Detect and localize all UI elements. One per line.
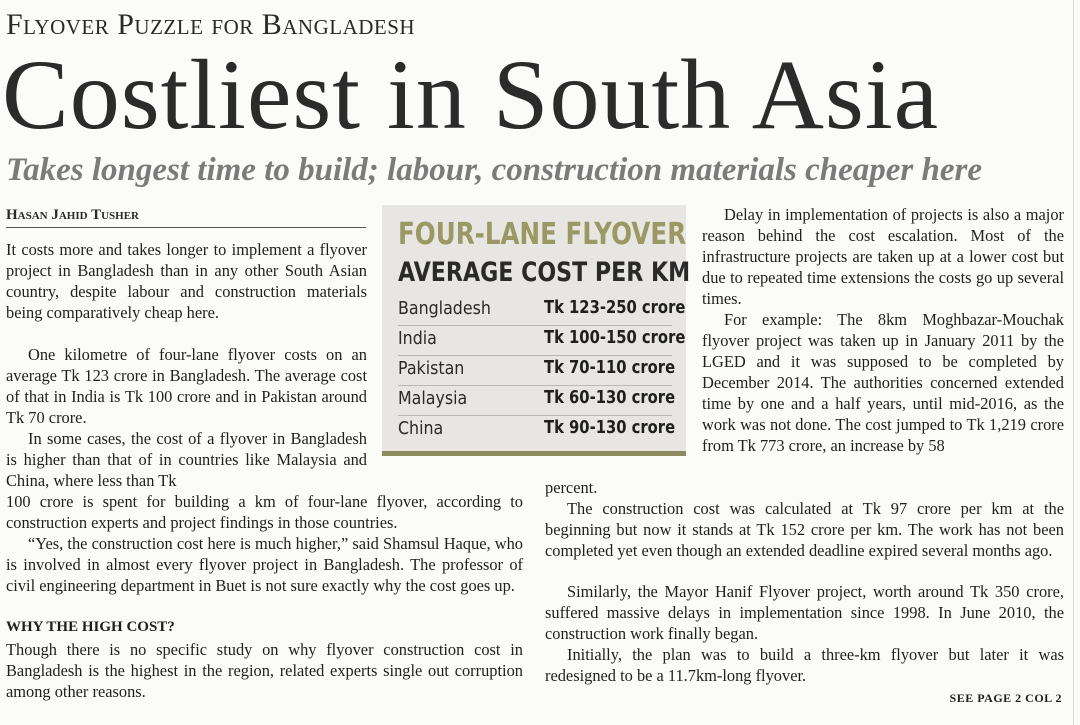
box-row [398,385,676,416]
right-para-2-continued: percent. [545,478,598,497]
right-para-3: The construction cost was calculated at Tk 97 crore per km at the beginning but now it stands at Tk 152 crore per km. The work has not been completed yet even though an extended deadline expired several months ago. [545,499,1064,560]
box-row-cost: Tk 123-250 crore [544,297,686,318]
jump-line: SEE PAGE 2 COL 2 [949,691,1062,705]
box-row-country: India [398,328,437,349]
right-para-2: For example: The 8km Moghbazar-Mouchak flyover project was taken up in January 2011 by the LGED and it was supposed to be completed by December 2014. The authorities concerned extended time by one and a half years, until mid-2016, as the work was not done. The cost jumped to Tk 1,219 crore from Tk 773 crore, an increase by 58 [702,310,1064,455]
left-para-3: In some cases, the cost of a flyover in Bangladesh is higher than that of in countries like Malaysia and China, where less than Tk [6,429,367,490]
box-row-country: China [398,418,444,439]
box-row-cost: Tk 100-150 crore [544,327,686,348]
left-para-3-continued: 100 crore is spent for building a km of four-lane flyover, according to construction experts and project findings in those countries. [6,492,523,532]
box-row [398,325,686,356]
box-row-cost: Tk 90-130 crore [544,417,676,438]
box-row [398,295,686,326]
right-para-1: Delay in implementation of projects is also a major reason behind the cost escalation. Most of the infrastructure projects are taken up at a lower cost but due to repeated time extensions the costs go up several times. [702,205,1064,308]
box-row-country: Pakistan [398,358,465,379]
box-row-country: Bangladesh [398,298,491,319]
subhead: Takes longest time to build; labour, construction materials cheaper here [6,152,983,188]
headline: Costliest in South Asia [2,39,940,150]
left-para-4: “Yes, the construction cost here is much higher,” said Shamsul Haque, who is involved in almost every flyover project in Bangladesh. The professor of civil engineering department in Buet is not sure exactly why the cost goes up. [6,534,523,595]
cost-info-box [382,205,691,456]
kicker: Flyover Puzzle for Bangladesh [6,8,416,41]
box-row [398,415,676,445]
left-para-5: Though there is no specific study on why flyover construction cost in Bangladesh is the highest in the region, related experts single out corruption among other reasons. [6,640,523,701]
left-para-1: It costs more and takes longer to implement a flyover project in Bangladesh than in any other South Asian country, despite labour and construction materials being comparatively cheap here. [6,240,367,322]
right-para-4: Similarly, the Mayor Hanif Flyover project, worth around Tk 350 crore, suffered massive delays in implementation since 1998. In June 2010, the construction work finally began. [545,582,1064,643]
box-title-line2: AVERAGE COST PER KM [398,257,691,288]
section-subtitle: WHY THE HIGH COST? [6,619,175,635]
box-title-line1: FOUR-LANE FLYOVER [398,217,687,252]
box-row-country: Malaysia [398,388,468,409]
column-divider [1073,0,1074,725]
left-para-2: One kilometre of four-lane flyover costs on an average Tk 123 crore in Bangladesh. The average cost of that in India is Tk 100 crore and in Pakistan around Tk 70 crore. [6,345,367,427]
box-row-cost: Tk 70-110 crore [544,357,676,378]
box-row-cost: Tk 60-130 crore [544,387,676,408]
right-para-5: Initially, the plan was to build a three-km flyover but later it was redesigned to be a 11.7km-long flyover. [545,645,1064,685]
box-row [398,355,676,386]
byline: Hasan Jahid Tusher [6,207,366,228]
